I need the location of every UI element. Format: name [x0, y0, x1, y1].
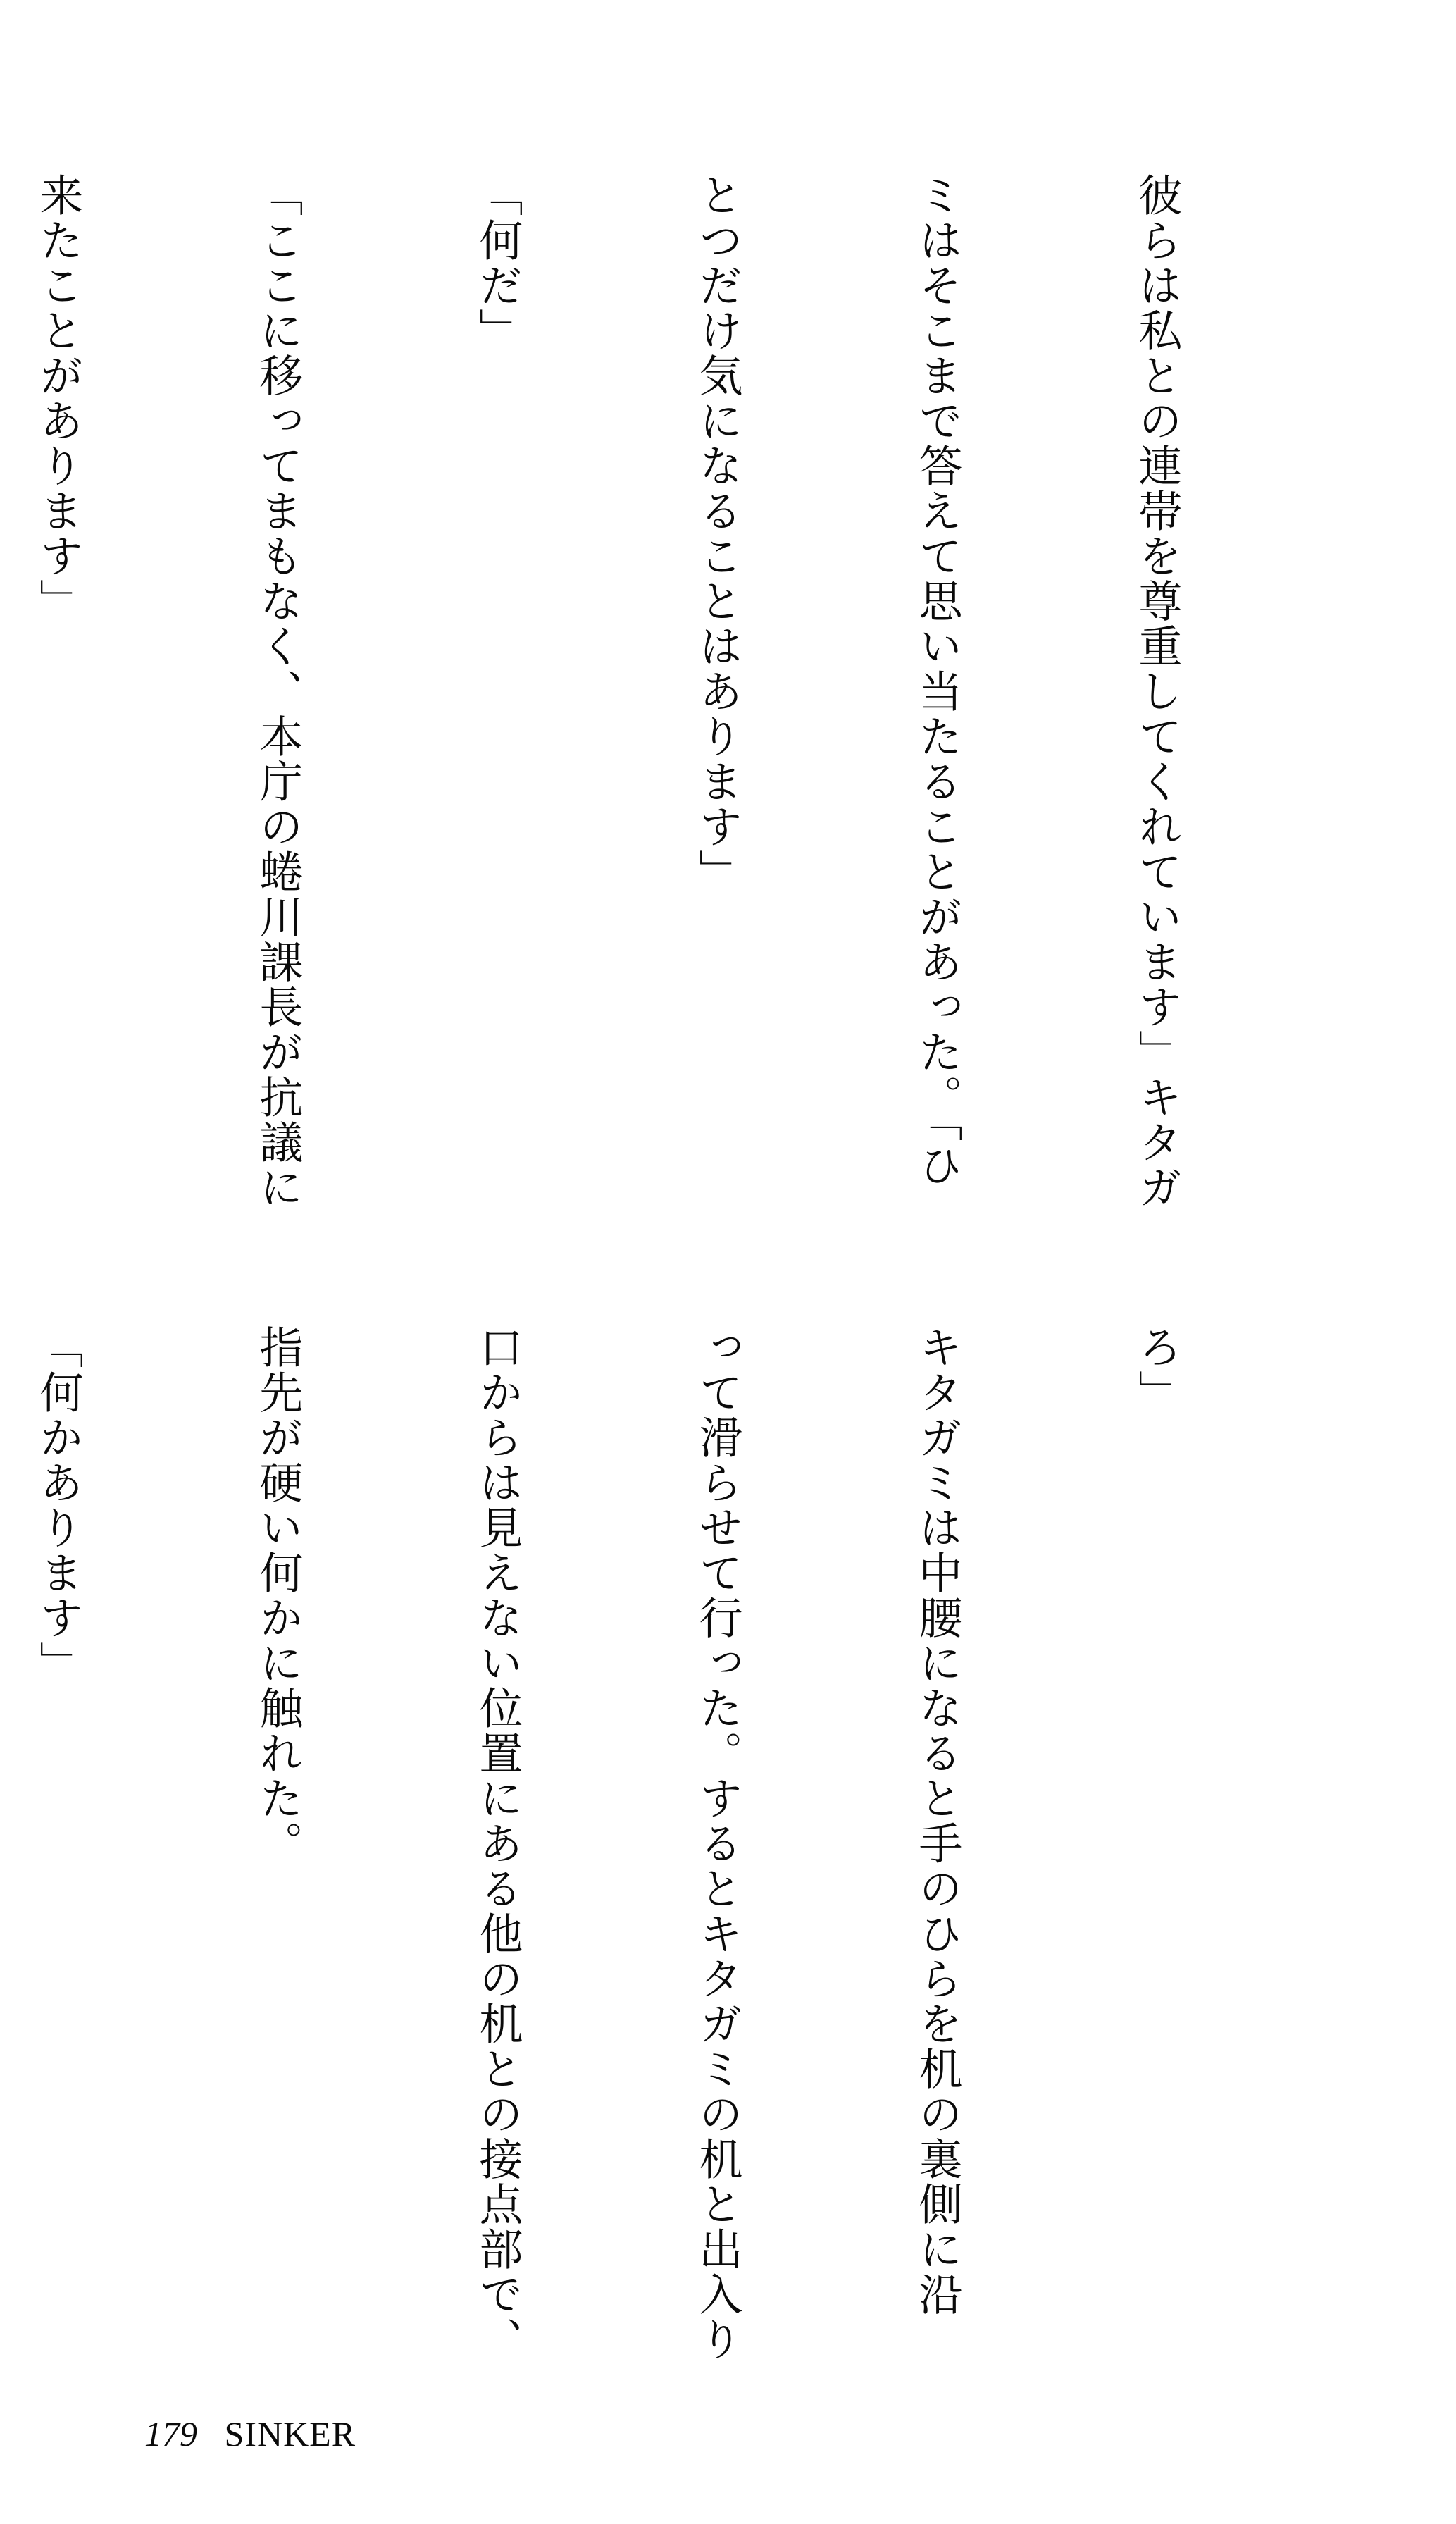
- text-line: 来たことがあります」: [32, 173, 84, 624]
- text-line: キタガミは中腰になると手のひらを机の裏側に沿: [911, 1325, 963, 2317]
- running-title: SINKER: [224, 2414, 356, 2454]
- text-line: って滑らせて行った。するとキタガミの机と出入り: [692, 1325, 743, 2362]
- text-line: 指先が硬い何かに触れた。: [252, 1325, 304, 1866]
- text-block-bottom: [32, 1325, 1340, 2362]
- text-line: 彼らは私との連帯を尊重してくれています」キタガ: [1131, 173, 1183, 1210]
- page-number: 179: [144, 2414, 197, 2454]
- text-line: 「何だ」: [472, 173, 523, 353]
- text-line: 口からは見えない位置にある他の机との接点部で、: [472, 1325, 523, 2362]
- text-block-top: [32, 173, 1340, 1272]
- text-line: 「何かあります」: [32, 1325, 84, 1685]
- text-line: ろ」: [1131, 1325, 1183, 1415]
- text-line: 「ここに移ってまもなく、本庁の蜷川課長が抗議に: [252, 173, 304, 1210]
- page-footer: [144, 2413, 356, 2454]
- text-line: ミはそこまで答えて思い当たることがあった。「ひ: [911, 173, 963, 1188]
- text-line: とつだけ気になることはあります」: [692, 173, 743, 894]
